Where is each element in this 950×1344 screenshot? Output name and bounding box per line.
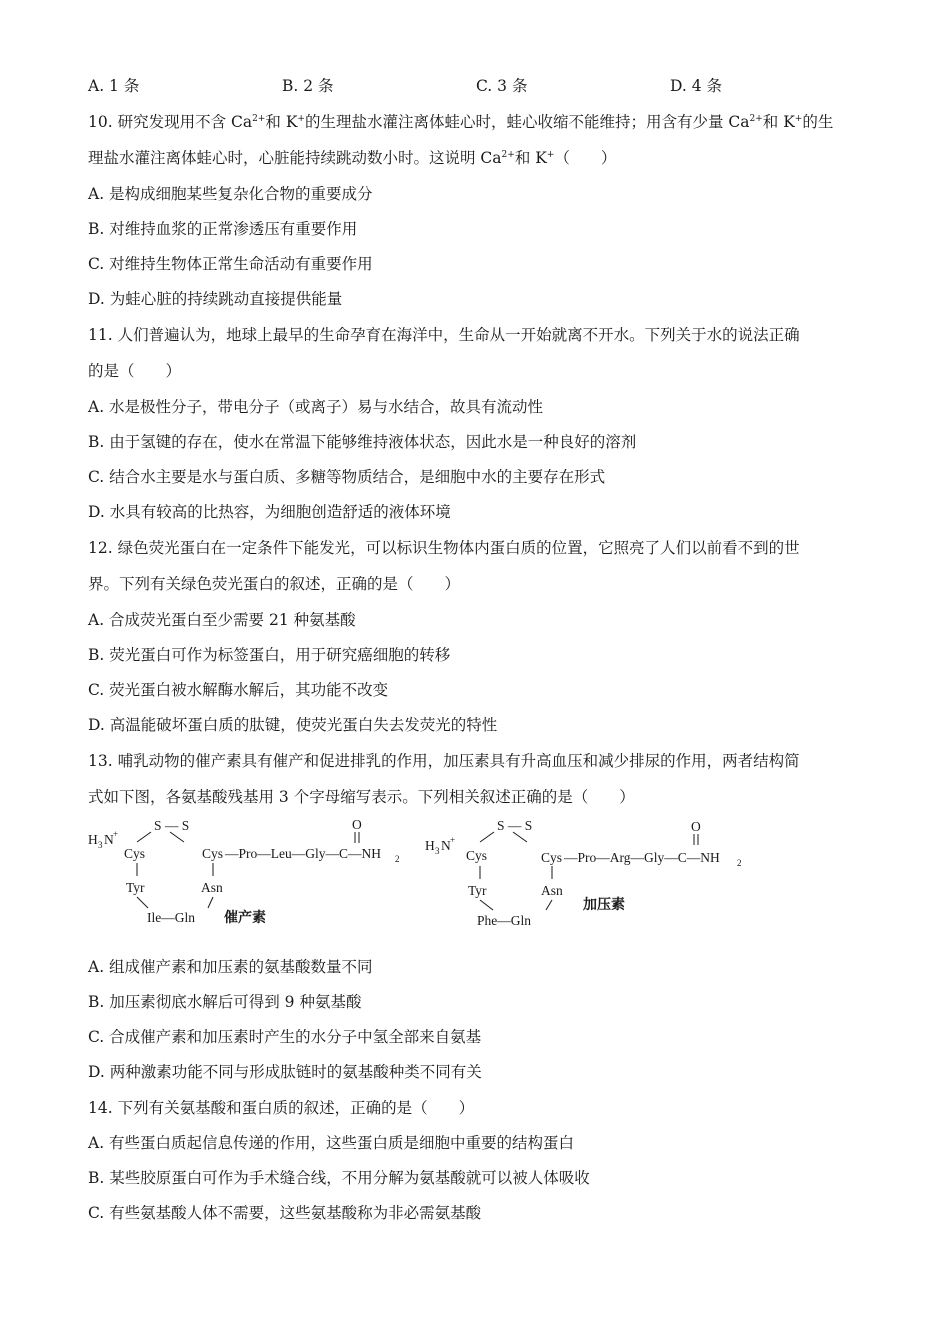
vasopressin-tyr: Tyr: [468, 883, 487, 898]
oxytocin-nh-sub: 2: [395, 854, 400, 864]
q13-option-a: A. 组成催产素和加压素的氨基酸数量不同: [88, 958, 373, 976]
q13-stem-line1: 13. 哺乳动物的催产素具有催产和促进排乳的作用，加压素具有升高血压和减少排尿的作用，两者结构简: [88, 752, 800, 770]
q13-option-d: D. 两种激素功能不同与形成肽链时的氨基酸种类不同有关: [88, 1063, 482, 1081]
q12-stem-line2: 界。下列有关绿色荧光蛋白的叙述，正确的是（ ）: [88, 575, 461, 593]
q10-option-d: D. 为蛙心脏的持续跳动直接提供能量: [88, 290, 343, 308]
vasopressin-cys1: Cys: [466, 848, 488, 863]
oxytocin-ile-gln: Ile—Gln: [147, 910, 195, 925]
q10-option-a: A. 是构成细胞某些复杂化合物的重要成分: [88, 185, 373, 203]
oxytocin-cys1: Cys: [124, 846, 146, 861]
q9-option-a: A. 1 条: [88, 77, 140, 95]
vasopressin-label: 加压素: [583, 898, 625, 913]
peptide-structure-figure: [80, 812, 780, 927]
vasopressin-amino-h: H: [425, 838, 435, 853]
oxytocin-amino-n: N: [104, 832, 114, 847]
vasopressin-phe-gln: Phe—Gln: [477, 913, 531, 927]
q11-stem-line2: 的是（ ）: [88, 362, 182, 380]
q12-option-d: D. 高温能破坏蛋白质的肽键，使荧光蛋白失去发荧光的特性: [88, 716, 498, 734]
q10-option-b: B. 对维持血浆的正常渗透压有重要作用: [88, 220, 358, 238]
oxytocin-tyr: Tyr: [126, 880, 145, 895]
q10-option-c: C. 对维持生物体正常生命活动有重要作用: [88, 255, 373, 273]
q10-stem-line2: 理盐水灌注离体蛙心时，心脏能持续跳动数小时。这说明 $Ca^{2+}$和 K+（ ）: [88, 149, 617, 167]
vasopressin-disulfide: S — S: [497, 818, 533, 833]
oxytocin-cys2: Cys: [202, 846, 224, 861]
vasopressin-carbonyl-o: O: [691, 819, 701, 834]
q13-option-c: C. 合成催产素和加压素时产生的水分子中氢全部来自氨基: [88, 1028, 482, 1046]
q9-option-c: C. 3 条: [476, 77, 528, 95]
vasopressin-amino-sup: +: [450, 835, 456, 845]
q10-stem-line1: 10. 研究发现用不含 $Ca^{2+}$和 K+的生理盐水灌注离体蛙心时，蛙心收缩不能维持；用含有少量 $Ca^{2+}$和 K+的生: [88, 113, 834, 131]
q11-stem-line1: 11. 人们普遍认为，地球上最早的生命孕育在海洋中，生命从一开始就离不开水。下列关于水的说法正确: [88, 326, 800, 344]
q11-option-b: B. 由于氢键的存在，使水在常温下能够维持液体状态，因此水是一种良好的溶剂: [88, 433, 637, 451]
q11-option-d: D. 水具有较高的比热容，为细胞创造舒适的液体环境: [88, 503, 451, 521]
vasopressin-nh-sub: 2: [737, 858, 742, 868]
q13-option-b: B. 加压素彻底水解后可得到 9 种氨基酸: [88, 993, 362, 1011]
oxytocin-label: 催产素: [224, 911, 266, 926]
oxytocin-chain: —Pro—Leu—Gly—C—NH: [225, 846, 381, 861]
vasopressin-amino-n: N: [441, 838, 451, 853]
oxytocin-amino-h: H: [88, 832, 98, 847]
q9-option-b: B. 2 条: [282, 77, 334, 95]
q9-option-d: D. 4 条: [670, 77, 723, 95]
oxytocin-amino-sup: +: [113, 829, 119, 839]
oxytocin-disulfide: S — S: [154, 818, 190, 833]
vasopressin-chain: —Pro—Arg—Gly—C—NH: [564, 850, 720, 865]
oxytocin-asn: Asn: [201, 880, 223, 895]
vasopressin-amino-sub: 3: [435, 846, 440, 856]
oxytocin-amino-sub: 3: [98, 840, 103, 850]
q14-option-c: C. 有些氨基酸人体不需要，这些氨基酸称为非必需氨基酸: [88, 1204, 482, 1222]
q14-option-b: B. 某些胶原蛋白可作为手术缝合线，不用分解为氨基酸就可以被人体吸收: [88, 1169, 590, 1187]
q12-stem-line1: 12. 绿色荧光蛋白在一定条件下能发光，可以标识生物体内蛋白质的位置，它照亮了人们以前看不到的世: [88, 539, 800, 557]
q12-option-c: C. 荧光蛋白被水解酶水解后，其功能不改变: [88, 681, 389, 699]
oxytocin-carbonyl-o: O: [352, 817, 362, 832]
q14-option-a: A. 有些蛋白质起信息传递的作用，这些蛋白质是细胞中重要的结构蛋白: [88, 1134, 575, 1152]
vasopressin-asn: Asn: [541, 883, 563, 898]
q12-option-b: B. 荧光蛋白可作为标签蛋白，用于研究癌细胞的转移: [88, 646, 451, 664]
q11-option-a: A. 水是极性分子，带电分子（或离子）易与水结合，故具有流动性: [88, 398, 544, 416]
q11-option-c: C. 结合水主要是水与蛋白质、多糖等物质结合，是细胞中水的主要存在形式: [88, 468, 606, 486]
q13-stem-line2: 式如下图，各氨基酸残基用 3 个字母缩写表示。下列相关叙述正确的是（ ）: [88, 788, 635, 806]
q14-stem: 14. 下列有关氨基酸和蛋白质的叙述，正确的是（ ）: [88, 1099, 475, 1117]
q12-option-a: A. 合成荧光蛋白至少需要 21 种氨基酸: [88, 611, 356, 629]
vasopressin-cys2: Cys: [541, 850, 563, 865]
